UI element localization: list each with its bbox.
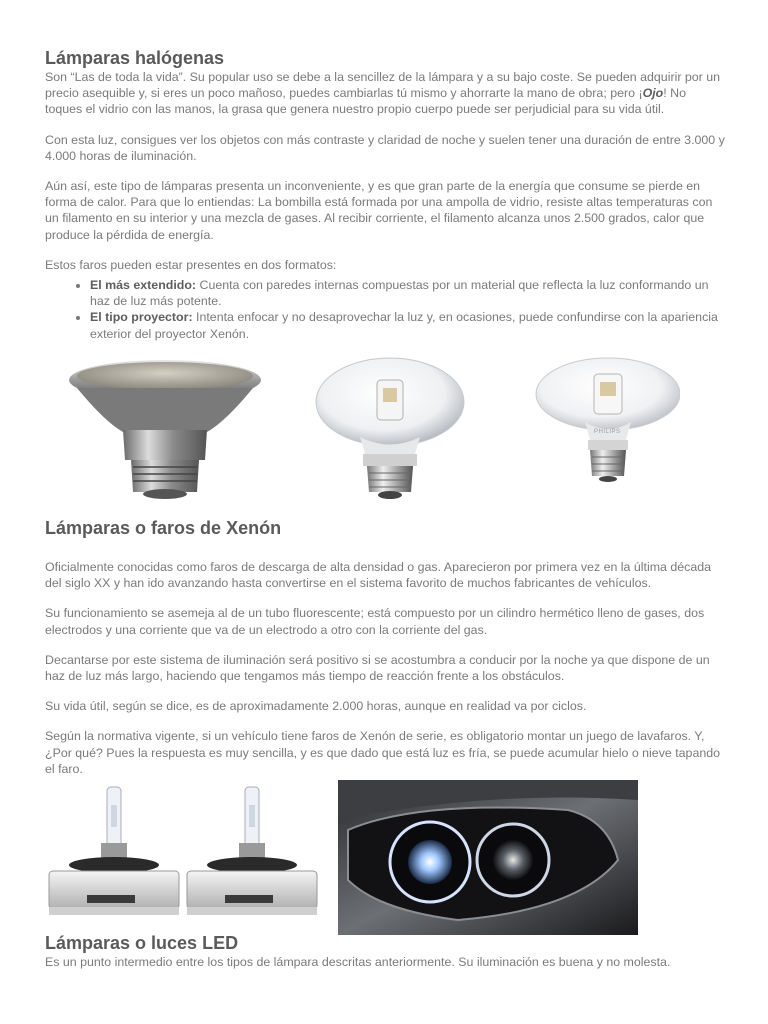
xenon-bulb-image	[47, 785, 182, 920]
halogen-paragraph-4: Estos faros pueden estar presentes en dos formatos:	[45, 257, 337, 272]
reflector-bulb-image	[65, 352, 265, 502]
xenon-paragraph-4: Su vida útil, según se dice, es de aproximadamente 2.000 horas, aunque en realidad va por ciclos.	[45, 699, 587, 714]
halogen-paragraph-2: Con esta luz, consigues ver los objetos con más contraste y claridad de noche y suelen tener una duración de entre 3.000 y 4.000 horas de iluminación.	[45, 132, 725, 163]
xenon-paragraph-5: Según la normativa vigente, si un vehículo tiene faros de Xenón de serie, es obligatorio montar un juego de lavafaros. Y, ¿Por qué? Pues la respuesta es muy sencilla, y es que dado que está luz es fría, se puede acumular hielo o nieve tapando el faro.	[45, 729, 721, 776]
led-section	[45, 932, 725, 984]
bulb-brand-label: PHILIPS	[594, 429, 621, 435]
philips-bulb-image	[530, 352, 680, 502]
xenon-section	[45, 517, 725, 791]
list-item: • El más extendido: Cuenta con paredes internas compuestas por un material que reflecta la luz conformando un haz de luz más potente.	[90, 277, 725, 309]
halogen-title: Lámparas halógenas	[45, 48, 225, 68]
xenon-image-row	[45, 775, 645, 937]
xenon-paragraph-2: Su funcionamiento se asemeja al de un tubo fluorescente; está compuesto por un cilindro hermético lleno de gases, dos electrodos y una corriente que va de un electrodo a otro con la corriente del gas.	[45, 606, 705, 637]
xenon-title: Lámparas o faros de Xenón	[45, 518, 282, 538]
clear-bulb-image	[315, 352, 465, 502]
halogen-paragraph-3: Aún así, este tipo de lámparas presenta un inconveniente, y es que gran parte de la energía que consume se pierde en forma de calor. Para que lo entiendas: La bombilla está formada por una ampolla de vidrio, resiste altas temperaturas con un filamento en su interior y una mezcla de gases. Al recibir corriente, el filamento alcanza unos 2.500 grados, calor que produce la pérdida de energía.	[45, 179, 713, 242]
xenon-headlight-photo	[338, 780, 638, 935]
halogen-paragraph-1: Son “Las de toda la vida”. Su popular uso se debe a la sencillez de la lámpara y a su bajo coste. Se pueden adquirir por un precio asequible y, si eres un poco mañoso, puedes cambiarlas tú mismo y ahorrarte la mano de obra; pero ¡Ojo! No toques el vidrio con las manos, la grasa que genera nuestro propio cuerpo puede ser perjudicial para su vida útil.	[45, 70, 721, 117]
xenon-bulb-image	[185, 785, 320, 920]
led-title: Lámparas o luces LED	[45, 933, 239, 953]
halogen-section	[45, 47, 725, 342]
list-item: • El tipo proyector: Intenta enfocar y no desaprovechar la luz y, en ocasiones, puede confundirse con la apariencia exterior del proyector Xenón.	[90, 309, 725, 341]
xenon-paragraph-3: Decantarse por este sistema de iluminación será positivo si se acostumbra a conducir por la noche ya que dispone de un haz de luz más largo, haciendo que tengamos más tiempo de reacción frente a los obstáculos.	[45, 652, 710, 684]
ojo-emphasis: Ojo	[642, 86, 664, 101]
led-paragraph-1: Es un punto intermedio entre los tipos de lámpara descritas anteriormente. Su iluminación es buena y no molesta.	[45, 955, 671, 969]
halogen-bulbs-image-row	[65, 352, 685, 502]
xenon-paragraph-1: Oficialmente conocidas como faros de descarga de alta densidad o gas. Aparecieron por primera vez en la última década del siglo XX y han ido avanzando hasta convertirse en el sistema favorito de muchos fabricantes de vehículos.	[45, 560, 712, 591]
format-list	[45, 277, 725, 342]
